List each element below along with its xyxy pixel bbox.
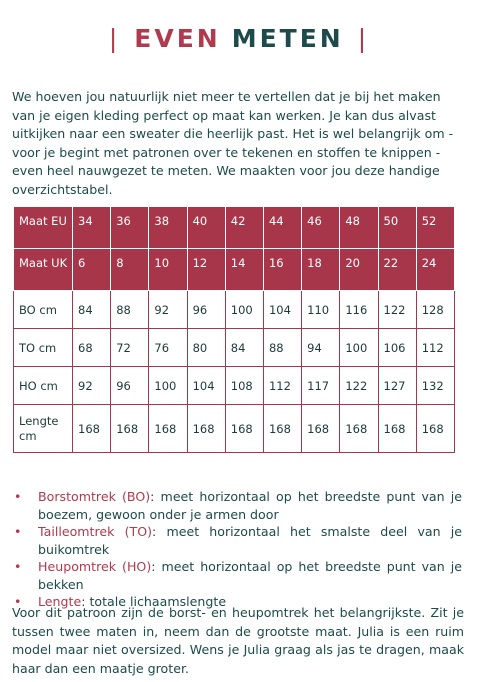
table-cell: 127 — [378, 367, 416, 405]
table-cell: 168 — [187, 405, 225, 453]
table-cell: 72 — [111, 329, 149, 367]
table-cell: 88 — [263, 329, 301, 367]
table-cell: 22 — [378, 249, 416, 291]
table-cell: 96 — [111, 367, 149, 405]
table-cell: 38 — [149, 207, 187, 249]
table-cell: 12 — [187, 249, 225, 291]
table-cell: 168 — [73, 405, 111, 453]
table-cell: 84 — [73, 291, 111, 329]
row-label-cell: TO cm — [14, 329, 73, 367]
bullet-icon: • — [14, 594, 22, 609]
table-cell: 68 — [73, 329, 111, 367]
intro-paragraph: We hoeven jou natuurlijk niet meer te vertellen dat je bij het maken van je eigen kleding perfect op maat kan werken. Je kan dus alvast uitkijken naar een sweater die heerlijk past. Het is wel belangrijk om - voor je begint met patronen over te tekenen en stoffen te knippen - even heel nauwgezet te meten. We maakten voor jou deze handige overzichtstabel. — [12, 89, 454, 197]
table-cell: 96 — [187, 291, 225, 329]
table-cell: 14 — [225, 249, 263, 291]
table-cell: 84 — [225, 329, 263, 367]
table-cell: 8 — [111, 249, 149, 291]
table-cell: 92 — [149, 291, 187, 329]
table-cell: 52 — [416, 207, 454, 249]
table-cell: 104 — [263, 291, 301, 329]
bullet-icon: • — [14, 559, 22, 574]
table-cell: 20 — [340, 249, 378, 291]
definition-text: : totale lichaamslengte — [81, 594, 227, 609]
definition-item — [14, 523, 462, 558]
table-row — [14, 249, 455, 291]
table-row — [14, 329, 455, 367]
title-divider-right: | — [357, 24, 370, 53]
table-cell: 34 — [73, 207, 111, 249]
row-label-cell: Lengte cm — [14, 405, 73, 453]
table-cell: 168 — [416, 405, 454, 453]
table-cell: 92 — [73, 367, 111, 405]
table-cell: 18 — [302, 249, 340, 291]
definition-text: : meet horizontaal het smalste deel van je buikomtrek — [38, 524, 463, 557]
title-divider-left: | — [108, 24, 121, 53]
bullet-icon: • — [14, 489, 22, 504]
table-cell: 108 — [225, 367, 263, 405]
table-cell: 168 — [263, 405, 301, 453]
table-cell: 10 — [149, 249, 187, 291]
row-label-cell: HO cm — [14, 367, 73, 405]
table-cell: 117 — [302, 367, 340, 405]
table-cell: 122 — [378, 291, 416, 329]
table-cell: 122 — [340, 367, 378, 405]
bullet-icon: • — [14, 524, 22, 539]
table-cell: 100 — [225, 291, 263, 329]
table-cell: 46 — [302, 207, 340, 249]
title-word-1: EVEN — [134, 24, 221, 53]
definition-term: Lengte — [38, 594, 82, 609]
table-cell: 104 — [187, 367, 225, 405]
table-cell: 48 — [340, 207, 378, 249]
table-cell: 42 — [225, 207, 263, 249]
table-cell: 40 — [187, 207, 225, 249]
row-label-cell: Maat UK — [14, 249, 73, 291]
table-cell: 168 — [225, 405, 263, 453]
table-cell: 112 — [416, 329, 454, 367]
size-table — [13, 206, 455, 453]
table-cell: 88 — [111, 291, 149, 329]
definition-item — [14, 488, 462, 523]
row-label-cell: Maat EU — [14, 207, 73, 249]
table-cell: 24 — [416, 249, 454, 291]
table-cell: 6 — [73, 249, 111, 291]
table-cell: 50 — [378, 207, 416, 249]
table-cell: 94 — [302, 329, 340, 367]
definition-term: Tailleomtrek (TO) — [38, 524, 153, 539]
table-cell: 100 — [340, 329, 378, 367]
table-row — [14, 367, 455, 405]
definition-text: : meet horizontaal op het breedste punt van je bekken — [38, 559, 462, 592]
definition-term: Heupomtrek (HO) — [38, 559, 152, 574]
measurement-definitions — [14, 488, 462, 611]
table-cell: 44 — [263, 207, 301, 249]
table-cell: 132 — [416, 367, 454, 405]
table-cell: 100 — [149, 367, 187, 405]
table-cell: 112 — [263, 367, 301, 405]
row-label-cell: BO cm — [14, 291, 73, 329]
table-cell: 116 — [340, 291, 378, 329]
table-cell: 106 — [378, 329, 416, 367]
table-cell: 168 — [149, 405, 187, 453]
table-cell: 168 — [111, 405, 149, 453]
definition-term: Borstomtrek (BO) — [38, 489, 151, 504]
table-row — [14, 207, 455, 249]
table-row — [14, 291, 455, 329]
definition-item — [14, 558, 462, 593]
table-cell: 168 — [378, 405, 416, 453]
table-cell: 168 — [340, 405, 378, 453]
table-cell: 168 — [302, 405, 340, 453]
page-title — [0, 24, 478, 53]
table-cell: 128 — [416, 291, 454, 329]
table-row — [14, 405, 455, 453]
table-cell: 110 — [302, 291, 340, 329]
table-cell: 36 — [111, 207, 149, 249]
table-cell: 80 — [187, 329, 225, 367]
outro-paragraph: Voor dit patroon zijn de borst- en heupomtrek het belangrijkste. Zit je tussen twee maten in, neem dan de grootste maat. Julia is een ruim model maar niet oversized. Wens je Julia graag als jas te dragen, maak haar dan een maatje groter. — [12, 605, 464, 676]
title-word-2: METEN — [231, 24, 344, 53]
table-cell: 76 — [149, 329, 187, 367]
table-cell: 16 — [263, 249, 301, 291]
definition-text: : meet horizontaal op het breedste punt van je boezem, gewoon onder je armen door — [38, 489, 462, 522]
